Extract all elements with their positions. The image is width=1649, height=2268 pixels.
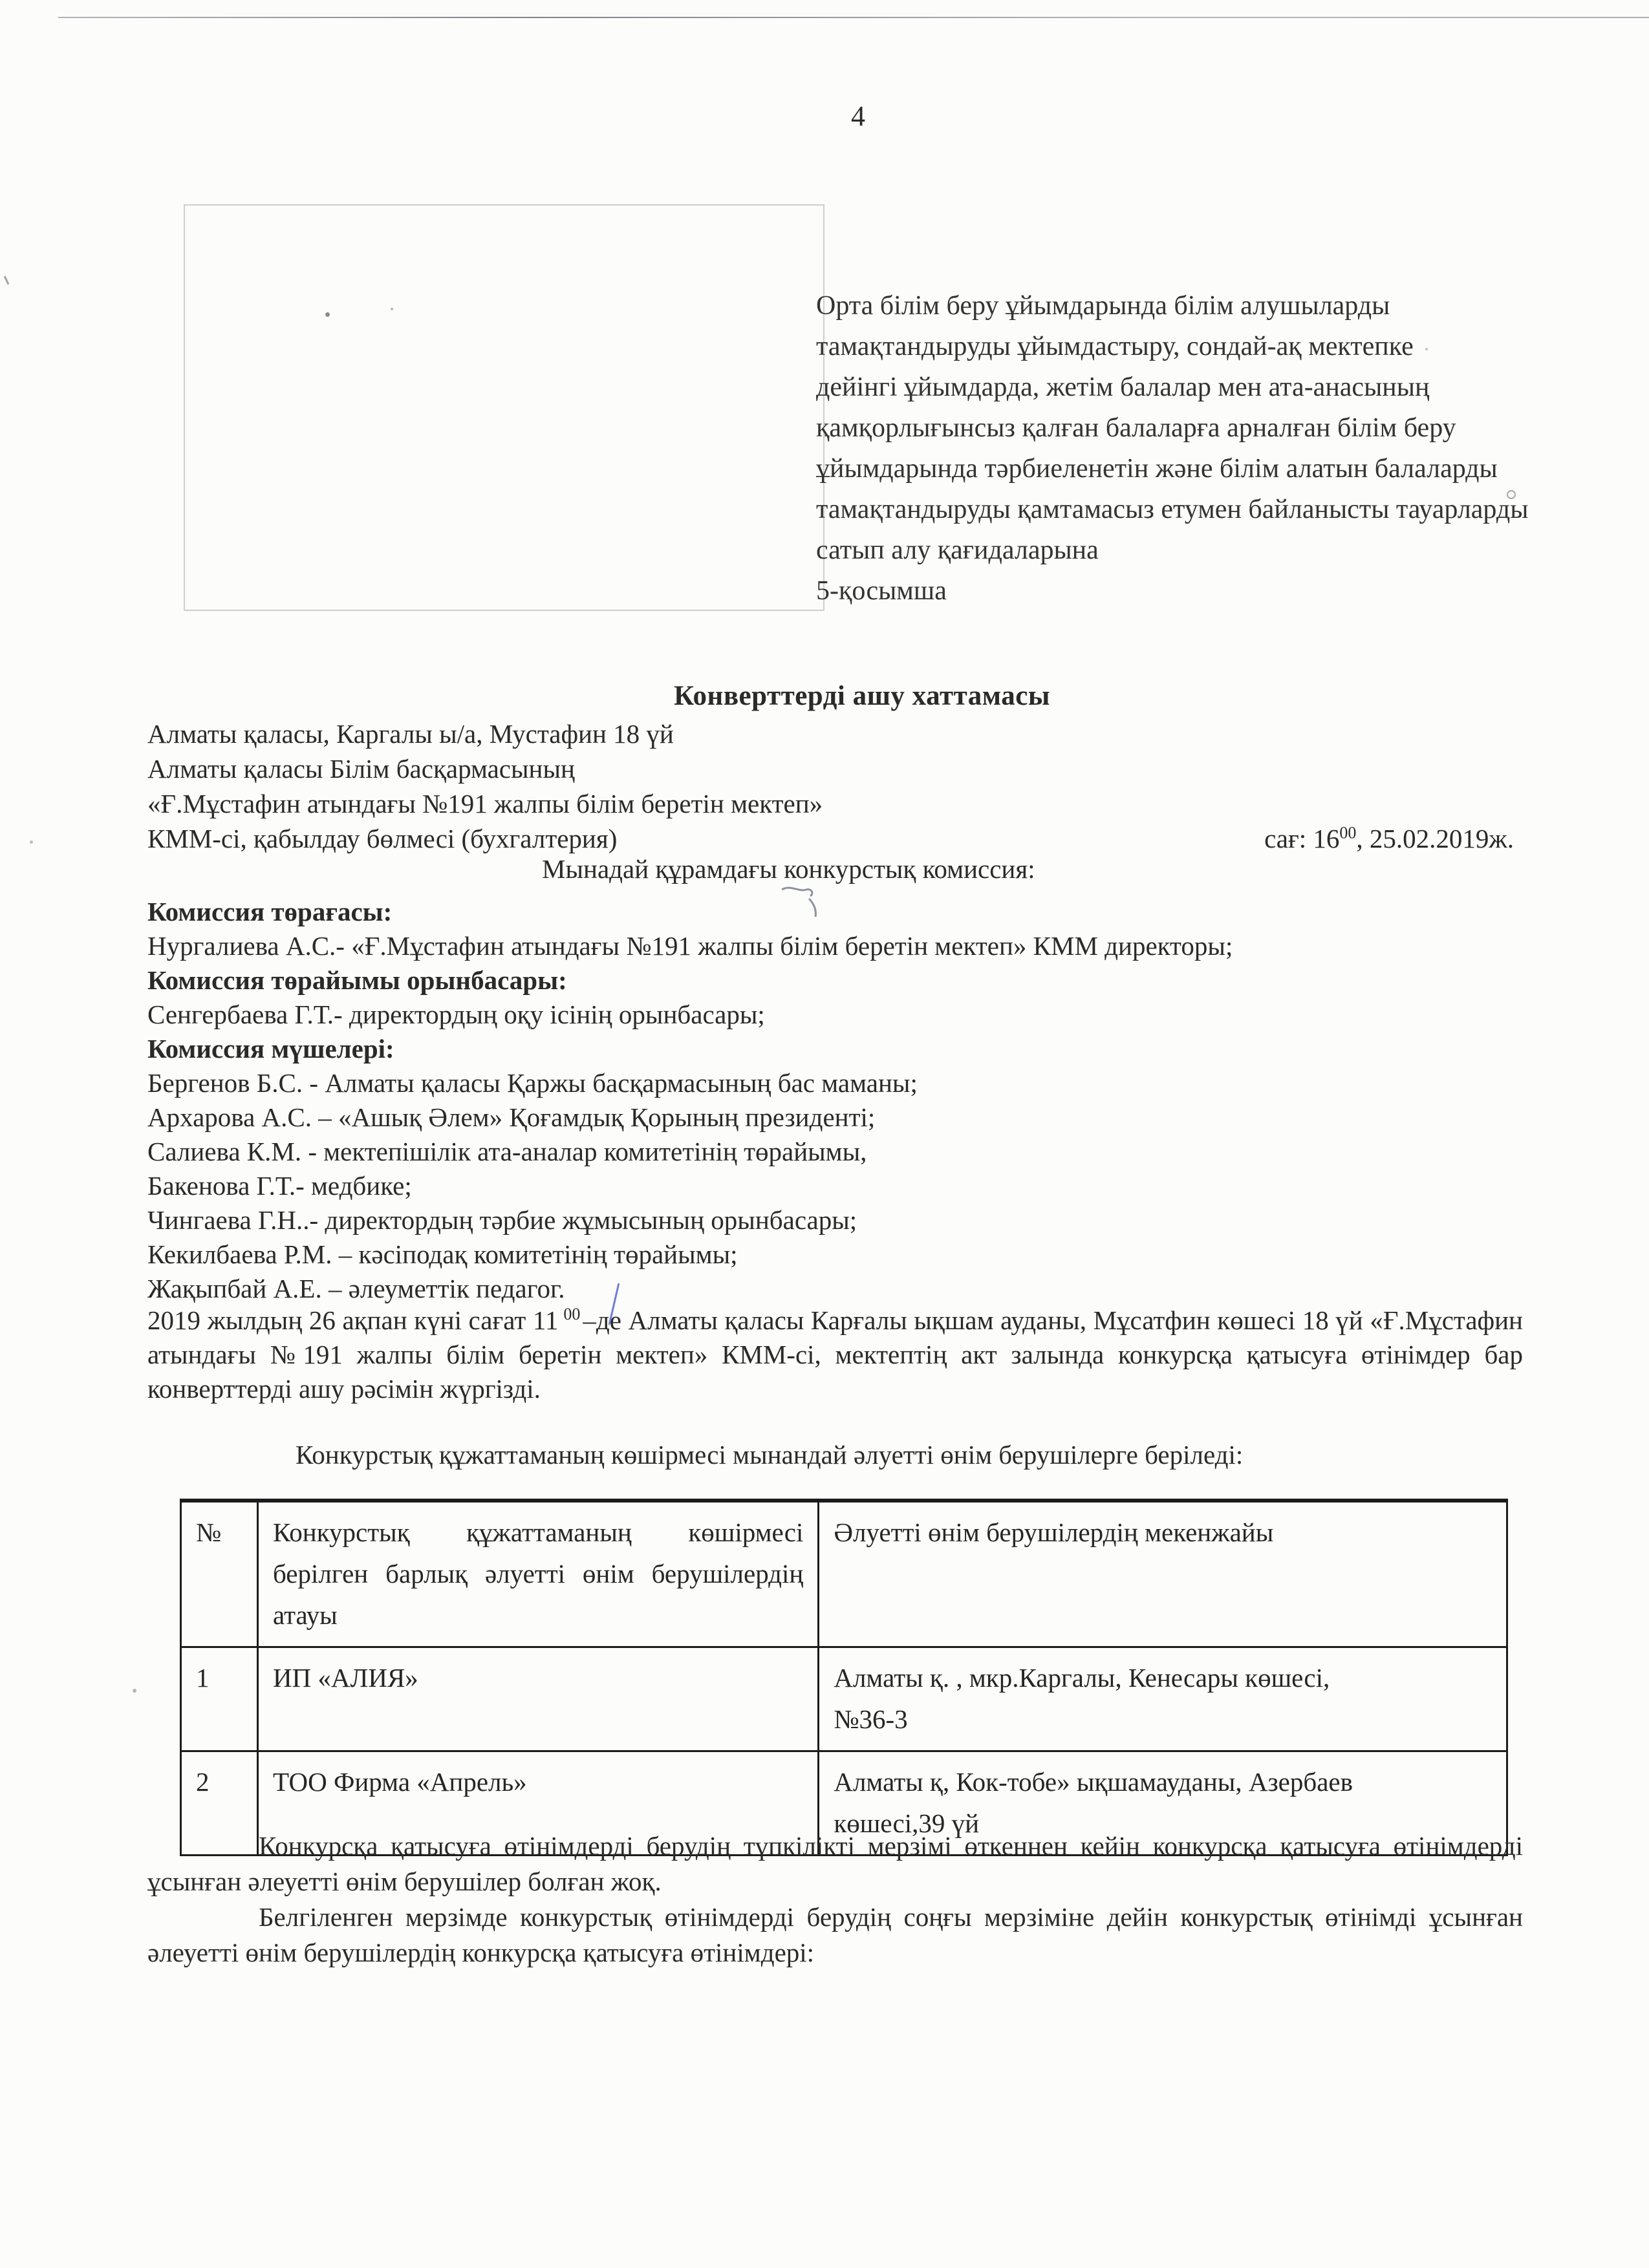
closing-paragraph-2: Белгіленген мерзімде конкурстық өтінімдерді берудің соңғы мерзіміне дейін конкурстық өтінімді ұсынған әлеуетті өнім берушілердің конкурсқа қатысуға өтінімдері: <box>147 1902 1523 1967</box>
commission-member: Жақыпбай А.Е. – әлеуметтік педагог. <box>147 1274 565 1303</box>
commission-member: Кекилбаева Р.М. – кәсіподақ комитетінің төрайымы; <box>147 1239 738 1269</box>
header-cell-supplier-name: Конкурстық құжаттаманың көшірмесі берілген барлық әлуетті өнім берушілердің атауы <box>257 1501 818 1647</box>
annotation-line: ұйымдарында тәрбиеленетін және білім алатын балаларды <box>816 454 1498 484</box>
cell-row-number: 1 <box>181 1647 258 1751</box>
address-line-with-time <box>147 821 1523 856</box>
time-superscript: 00 <box>563 1305 581 1324</box>
paragraph-text: –де Алматы қаласы Карғалы ықшам ауданы, Мұсатфин көшесі 18 үй «Ғ.Мұстафин атындағы №191 жалпы білім беретін мектеп» КММ-сі, мектептің акт залында конкурсқа қатысуға өтінімдер бар конверттерді ашу рәсімін жүргізді. <box>147 1305 1523 1404</box>
annotation-line: сатып алу қағидаларына <box>816 535 1099 565</box>
header-cell-number: № <box>181 1501 258 1647</box>
commission-members-label: Комиссия мүшелері: <box>147 1034 394 1064</box>
page-number: 4 <box>851 100 865 132</box>
commission-chair: Нургалиева А.С.- «Ғ.Мұстафин атындағы №191 жалпы білім беретін мектеп» КММ директоры; <box>147 931 1233 961</box>
cell-supplier-name: ИП «АЛИЯ» <box>257 1647 818 1751</box>
address-line: Алматы қаласы, Каргалы ы/а, Мустафин 18 үй <box>147 719 674 749</box>
scan-speck <box>30 840 33 844</box>
address-line: Алматы қаласы Білім басқармасының <box>147 754 575 784</box>
annotation-line: Орта білім беру ұйымдарында білім алушыларды <box>816 291 1390 321</box>
commission-member: Бергенов Б.С. - Алматы қаласы Қаржы басқармасының бас маманы; <box>147 1068 918 1098</box>
table-row <box>181 1647 1507 1751</box>
annotation-line: тамақтандыруды қамтамасыз етумен байланысты тауарларды <box>816 495 1529 524</box>
annotation-line: қамқорлығынсыз қалған балаларға арналған білім беру <box>816 413 1456 443</box>
annotation-line: дейінгі ұйымдарда, жетім балалар мен ата-анасының <box>816 372 1430 402</box>
commission-member: Бакенова Г.Т.- медбике; <box>147 1171 412 1201</box>
scan-top-line <box>58 17 1649 18</box>
table-header <box>181 1501 1507 1647</box>
scan-edge-mark <box>4 272 17 284</box>
commission-member: Архарова А.С. – «Ашық Әлем» Қоғамдық Қорының президенті; <box>147 1102 876 1132</box>
annotation-line: 5-қосымша <box>816 576 947 606</box>
annotation-line: тамақтандыруды ұйымдастыру, сондай-ақ мектепке <box>816 332 1414 361</box>
scan-speck <box>133 1689 136 1693</box>
cell-supplier-address <box>819 1647 1507 1751</box>
suppliers-table <box>180 1499 1508 1856</box>
document-title: Конверттерді ашу хаттамасы <box>674 681 1050 711</box>
table-header-row <box>181 1501 1507 1647</box>
commission-deputy: Сенгербаева Г.Т.- директордың оқу ісінің орынбасары; <box>147 1000 765 1029</box>
address-line: №36-3 <box>834 1704 908 1734</box>
opening-ceremony-paragraph <box>147 1303 1523 1406</box>
address-line: Алматы қ, Кок-тобе» ықшамауданы, Азербаев <box>834 1767 1353 1797</box>
time-superscript: 00 <box>1339 823 1357 842</box>
commission-member: Чингаева Г.Н..- директордың тәрбие жұмысының орынбасары; <box>147 1205 857 1235</box>
appendix-annotation-block <box>816 286 1534 612</box>
address-line: көшесі,39 үй <box>834 1808 980 1838</box>
commission-member: Салиева К.М. - мектепішілік ата-аналар комитетінің төрайымы, <box>147 1137 867 1166</box>
faint-pasted-block-outline <box>184 204 824 611</box>
commission-intro-line: Мынадай құрамдағы конкурстық комиссия: <box>542 854 1035 884</box>
commission-list <box>147 895 1523 1306</box>
handover-line: Конкурстық құжаттаманың көшірмесі мынандай әлуетті өнім берушілерге беріледі: <box>296 1440 1244 1470</box>
cell-row-number: 2 <box>181 1751 258 1856</box>
scan-speck <box>325 312 330 317</box>
time-value: сағ: 16 <box>1264 824 1340 853</box>
address-line: КММ-сі, қабылдау бөлмесі (бухгалтерия) <box>147 824 618 853</box>
time-and-date <box>1264 821 1523 856</box>
closing-paragraph-1: Конкурсқа қатысуға өтінімдерді берудің түпкілікті мерзімі өткеннен кейін конкурсқа қатысуға өтінімдерді ұсынған әлеуетті өнім берушілер болған жоқ. <box>147 1831 1523 1896</box>
address-line: «Ғ.Мұстафин атындағы №191 жалпы білім беретін мектеп» <box>147 789 823 818</box>
closing-paragraphs <box>147 1828 1523 1971</box>
scan-speck <box>391 308 393 310</box>
paragraph-text: 2019 жылдың 26 ақпан күні сағат 11 <box>147 1305 559 1335</box>
document-header-block <box>147 716 1523 856</box>
commission-chair-label: Комиссия төрағасы: <box>147 897 393 926</box>
address-line: Алматы қ. , мкр.Каргалы, Кенесары көшесі, <box>834 1663 1330 1693</box>
cell-supplier-name: ТОО Фирма «Апрель» <box>257 1751 818 1856</box>
header-cell-supplier-address: Әлуетті өнім берушілердің мекенжайы <box>819 1501 1507 1647</box>
commission-deputy-label: Комиссия төрайымы орынбасары: <box>147 965 567 995</box>
date-value: , 25.02.2019ж. <box>1356 824 1514 853</box>
